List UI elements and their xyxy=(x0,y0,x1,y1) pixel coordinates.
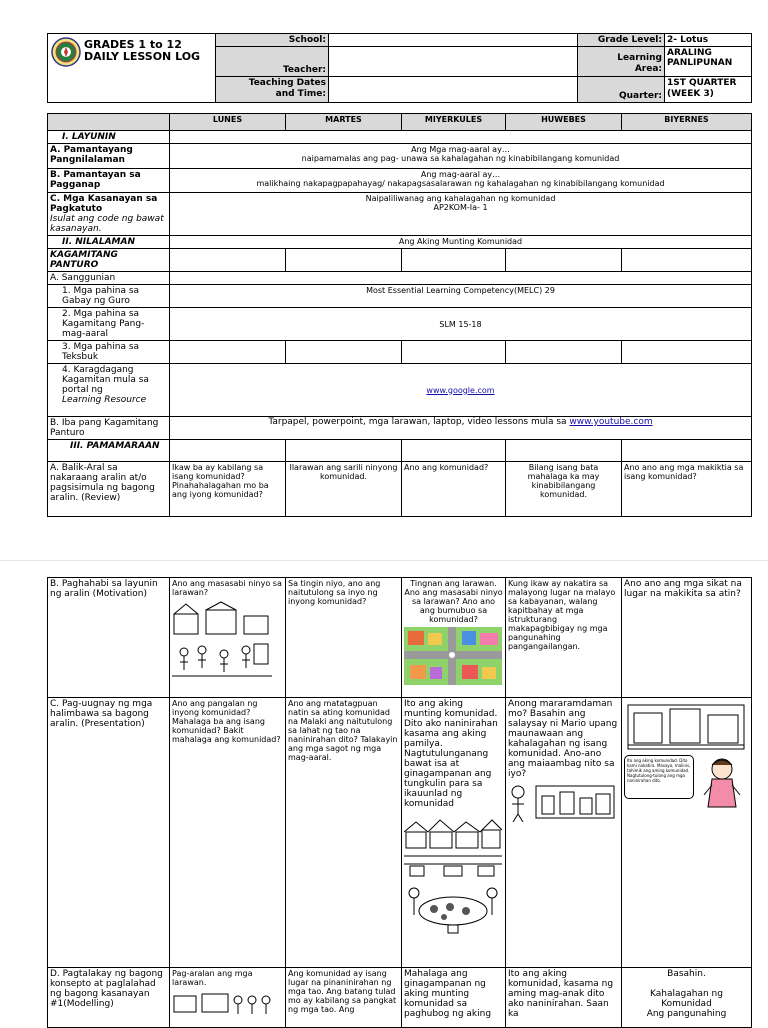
title-line1: GRADES 1 to 12 xyxy=(84,38,182,51)
day-header-huwebes: HUWEBES xyxy=(506,114,622,131)
paghahabi-miyerkules: Tingnan ang larawan. Ano ang masasabi ninyo sa larawan? Ano ano ang bumubuo sa komunidad? xyxy=(404,579,503,624)
grade-label: Grade Level: xyxy=(578,34,665,47)
balik-huwebes: Bilang isang bata mahalaga ka may kinabibilangang komunidad. xyxy=(506,462,622,517)
quarter-label: Quarter: xyxy=(578,77,665,103)
pagtalakay-label: D. Pagtalakay ng bagong konsepto at paglalahad ng bagong kasanayan #1(Modelling) xyxy=(48,968,170,1028)
title-line2: DAILY LESSON LOG xyxy=(84,50,201,63)
day-header-biyernes: BIYERNES xyxy=(622,114,752,131)
page-2 xyxy=(0,560,768,1025)
pagtalakay-miyerkules: Mahalaga ang ginagampanan ng aking munting komunidad sa paghubog ng aking xyxy=(402,968,506,1028)
guro-value: Most Essential Learning Competency(MELC) 29 xyxy=(170,285,752,308)
area-value: ARALING PANLIPUNAN xyxy=(665,47,752,77)
paguugnay-label: C. Pag-uugnay ng mga halimbawa sa bagong aralin. (Presentation) xyxy=(48,698,170,968)
kagamitan-mag-label: 2. Mga pahina sa Kagamitang Pang-mag-aaral xyxy=(48,308,170,341)
day-header-martes: MARTES xyxy=(286,114,402,131)
paghahabi-biyernes: Ano ano ang mga sikat na lugar na makikita sa atin? xyxy=(622,578,752,698)
pagtalakay-lunes: Pag-aralan ang mga larawan. xyxy=(172,969,253,987)
paguugnay-huwebes: Anong mararamdaman mo? Basahin ang salaysay ni Mario upang maunawaan ang kahalagahan ng isang komunidad. Ano-ano ang maiaambag nito sa iyo? xyxy=(508,699,618,779)
dates-field[interactable] xyxy=(329,77,578,103)
section-layunin: I. LAYUNIN xyxy=(48,131,170,144)
community-sketch-image xyxy=(172,600,272,680)
pagtalakay-biyernes: Basahin. xyxy=(667,969,706,979)
school-label: School: xyxy=(216,34,329,47)
kahalagahan-sub: Ang pangunahing xyxy=(646,1009,727,1019)
street-scene-image xyxy=(624,699,748,751)
balik-martes: Ilarawan ang sarili ninyong komunidad. xyxy=(286,462,402,517)
section-pamamaraan: III. PAMAMARAAN xyxy=(48,440,170,462)
town-map-image xyxy=(404,627,502,685)
teacher-field[interactable] xyxy=(329,47,578,77)
neighborhood-sketch-image xyxy=(404,812,502,878)
school-field[interactable] xyxy=(329,34,578,47)
header-table xyxy=(47,33,752,103)
speech-bubble xyxy=(624,755,694,799)
day-header-lunes: LUNES xyxy=(170,114,286,131)
area-label-2: Area: xyxy=(634,64,662,74)
section-nilalaman: II. NILALAMAN xyxy=(48,236,170,249)
paghahabi-label: B. Paghahabi sa layunin ng aralin (Motivation) xyxy=(48,578,170,698)
kasanayan-line2: AP2KOM-Ia- 1 xyxy=(433,203,488,212)
teksbuk-label: 3. Mga pahina sa Teksbuk xyxy=(48,341,170,364)
karagdagang-label: 4. Karagdagang Kagamitan mula sa portal ng xyxy=(62,365,149,395)
iba-value: Tarpapel, powerpoint, mga larawan, laptop, video lessons mula sa xyxy=(268,417,570,427)
iba-label: B. Iba pang Kagamitang Panturo xyxy=(48,417,170,440)
lesson-table xyxy=(47,113,752,517)
balik-lunes: Ikaw ba ay kabilang sa isang komunidad? Pinahahalagahan mo ba ang iyong komunidad? xyxy=(170,462,286,517)
youtube-link[interactable]: www.youtube.com xyxy=(569,417,653,427)
quarter-value-1: 1ST QUARTER xyxy=(667,78,737,88)
paghahabi-huwebes: Kung ikaw ay nakatira sa malayong lugar na malayo sa kabayanan, walang kapitbahay at mga istrukturang makapagbibigay ng mga pangunahing pangangailangan. xyxy=(506,578,622,698)
pagtalakay-huwebes: Ito ang aking komunidad, kasama ng aming mag-anak dito ako naninirahan. Saan ka xyxy=(506,968,622,1028)
dates-label-1: Teaching Dates xyxy=(248,78,326,88)
boy-looking-at-town-image xyxy=(508,782,616,822)
paghahabi-martes: Sa tingin niyo, ano ang naitutulong sa inyo ng inyong komunidad? xyxy=(286,578,402,698)
paguugnay-lunes: Ano ang pangalan ng inyong komunidad? Mahalaga ba ang isang komunidad? Bakit mahalaga ang komunidad? xyxy=(170,698,286,968)
day-header-miyerkules: MIYERKULES xyxy=(402,114,506,131)
quarter-value-2: (WEEK 3) xyxy=(667,89,714,99)
nilalaman-value: Ang Aking Munting Komunidad xyxy=(170,236,752,249)
pagganap-label: B. Pamantayan sa Pagganap xyxy=(48,169,170,193)
pamantayang-line1: Ang Mga mag-aaral ay… xyxy=(411,145,510,154)
balik-label: A. Balik-Aral sa nakaraang aralin at/o pagsisimula ng bagong aralin. (Review) xyxy=(48,462,170,517)
community-people-image xyxy=(172,990,272,1014)
google-link[interactable]: www.google.com xyxy=(426,385,495,395)
balik-miyerkules: Ano ang komunidad? xyxy=(402,462,506,517)
speech-bubble-text: Ito ang aking komunidad. Dito kami nakatira. Masaya, malinis, tahimik ang aming komunidad. Nagtutulong-tulong ang mga naninirahan dito. xyxy=(627,758,691,783)
guro-label: 1. Mga pahina sa Gabay ng Guro xyxy=(48,285,170,308)
kahalagahan-title-1: Kahalagahan ng xyxy=(650,989,723,999)
kagamitan-mag-value: SLM 15-18 xyxy=(170,308,752,341)
teacher-label: Teacher: xyxy=(216,47,329,77)
lesson-table-continued xyxy=(47,577,752,1028)
area-label-1: Learning xyxy=(617,53,662,63)
dates-label-2: and Time: xyxy=(275,89,326,99)
sanggunian-label: A. Sanggunian xyxy=(48,272,170,285)
pagganap-line2: malikhaing nakapagpapahayag/ nakapagsasalarawan ng kahalagahan ng kinabibilangang komunidad xyxy=(256,179,665,188)
paghahabi-lunes: Ano ang masasabi ninyo sa larawan? xyxy=(172,579,282,597)
paguugnay-martes: Ano ang matatagpuan natin sa ating komunidad na Malaki ang naitutulong sa lahat ng tao na naninirahan dito? Talakayin ang mga sagot ng mga mag-aaral. xyxy=(286,698,402,968)
paguugnay-miyerkules: Ito ang aking munting komunidad. Dito ako naninirahan kasama ang aking pamilya. Nagtutulunganang bawat isa at ginagampanan ang tungkulin para sa ikauunlad ng komunidad xyxy=(404,699,498,809)
kasanayan-line1: Naipaliliwanag ang kahalagahan ng komunidad xyxy=(365,194,556,203)
pagtalakay-martes: Ang komunidad ay isang lugar na pinaninirahan ng mga tao. Ang batang tulad mo ay kabilang sa pangkat ng mga tao. Ang xyxy=(286,968,402,1028)
pamantayang-line2: naipamamalas ang pag- unawa sa kahalagahan ng kinabibilangang komunidad xyxy=(301,154,620,163)
girl-character-image xyxy=(702,755,742,815)
kahalagahan-title-2: Komunidad xyxy=(661,999,712,1009)
pamantayang-label: A. Pamantayang Pangnilalaman xyxy=(48,144,170,169)
section-kagamitan: KAGAMITANG PANTURO xyxy=(48,249,170,272)
kasanayan-label: C. Mga Kasanayan sa Pagkatuto xyxy=(50,194,158,214)
people-sharing-food-image xyxy=(404,881,502,935)
balik-biyernes: Ano ano ang mga makiktia sa isang komunidad? xyxy=(622,462,752,517)
kasanayan-note: Isulat ang code ng bawat kasanayan. xyxy=(50,214,164,234)
pagganap-line1: Ang mag-aaral ay… xyxy=(420,170,501,179)
grade-value: 2- Lotus xyxy=(665,34,752,47)
karagdagang-label-italic: Learning Resource xyxy=(62,395,147,405)
